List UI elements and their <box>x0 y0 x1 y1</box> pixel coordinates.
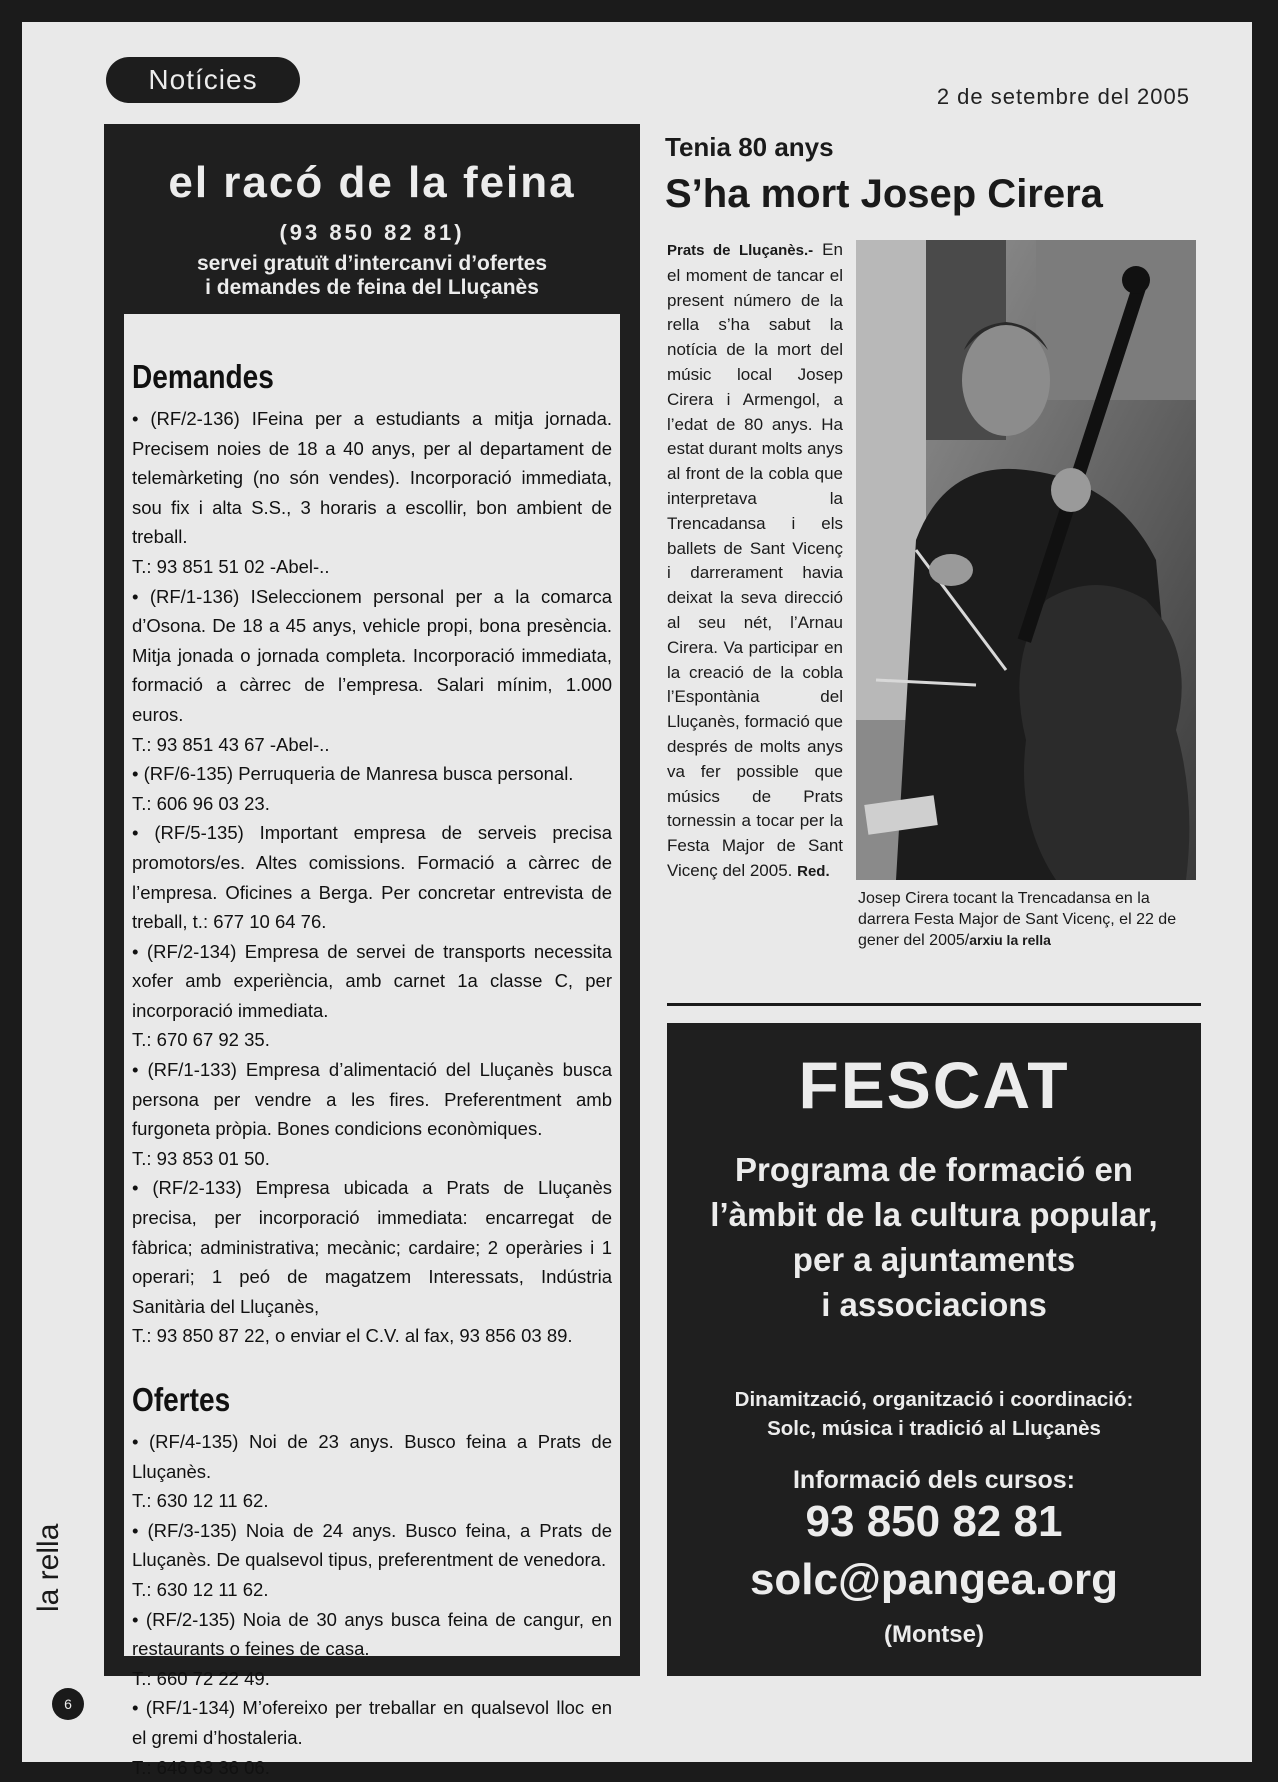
ad-organizer-line: Solc, música i tradició al Lluçanès <box>767 1417 1101 1440</box>
job-listing-text: • (RF/2-134) Empresa de servei de transports necessita xofer amb experiència, amb carnet 1a classe C, per incorporació immediata. <box>132 940 612 1021</box>
job-listing-text: • (RF/1-136) ISeleccionem personal per a la comarca d’Osona. De 18 a 45 anys, vehicle propi, bona presència. Mitja jonada o jornada completa. Incorporació immediata, formació a càrrec de l’empresa. Salari mínim, 1.000 euros. <box>132 585 612 725</box>
demandes-heading: Demandes <box>132 358 274 395</box>
job-listing-phone: T.: 630 12 11 62. <box>132 1490 269 1512</box>
job-listing <box>132 1605 612 1694</box>
ofertes-heading: Ofertes <box>132 1381 231 1418</box>
ad-program <box>667 1147 1201 1327</box>
job-listing <box>132 1693 612 1782</box>
job-board-subtitle-line: i demandes de feina del Lluçanès <box>205 276 539 299</box>
job-listings <box>124 314 620 1778</box>
photo-credit: arxiu la rella <box>969 932 1051 948</box>
ad-program-line: l’àmbit de la cultura popular, <box>710 1196 1158 1233</box>
fescat-ad <box>667 1023 1201 1676</box>
job-listing <box>132 759 612 818</box>
ad-program-line: i associacions <box>821 1286 1047 1323</box>
ad-phone: 93 850 82 81 <box>805 1497 1063 1546</box>
job-listing <box>132 937 612 1055</box>
job-listing-text: • (RF/2-136) IFeina per a estudiants a mitja jornada. Precisem noies de 18 a 40 anys, per al departament de telemàrketing (no són vendes). Incorporació immediata, sou fix i alta S.S., 3 horaris a escollir, bon ambient de treball. <box>132 408 612 548</box>
ad-contact-person: (Montse) <box>884 1621 984 1648</box>
job-listing-phone: T.: 93 851 43 67 -Abel-.. <box>132 733 330 755</box>
job-listing <box>132 1055 612 1173</box>
ad-info-label: Informació dels cursos: <box>792 1466 1076 1494</box>
article-kicker: Tenia 80 anys <box>665 132 834 162</box>
job-listing-text: • (RF/4-135) Noi de 23 anys. Busco feina a Prats de Lluçanès. <box>132 1431 612 1482</box>
job-listing-text: • (RF/1-134) M’ofereixo per treballar en qualsevol lloc en el gremi d’hostaleria. <box>132 1697 612 1748</box>
issue-date: 2 de setembre del 2005 <box>936 84 1190 109</box>
job-board-subtitle <box>104 252 640 300</box>
job-listing-phone: T.: 93 853 01 50. <box>132 1147 270 1169</box>
job-listing-text: • (RF/2-133) Empresa ubicada a Prats de Lluçanès precisa, per incorporació immediata: encarregat de fàbrica; administrativa; mecànic; cardaire; 2 operàries i 1 operari; 1 peó de magatzem Interessats, Indústria Sanitària del Lluçanès, <box>132 1177 612 1317</box>
photo-caption <box>858 888 1198 951</box>
publication-brand: la rella <box>32 1523 65 1612</box>
job-listing-text: • (RF/6-135) Perruqueria de Manresa busca personal. <box>132 763 574 785</box>
job-listing <box>132 1427 612 1516</box>
job-listing-text: • (RF/5-135) Important empresa de serveis precisa promotors/es. Altes comissions. Formació a càrrec de l’empresa. Oficines a Berga. Per concretar entrevista de treball, t.: 677 10 64 76. <box>132 822 612 933</box>
job-listing-text: • (RF/2-135) Noia de 30 anys busca feina de cangur, en restaurants o feines de casa. <box>132 1608 612 1660</box>
ad-email: solc@pangea.org <box>749 1555 1119 1604</box>
ad-organizer <box>667 1385 1201 1443</box>
article-body <box>667 238 843 885</box>
musician-photo <box>856 240 1196 880</box>
section-label: Notícies <box>106 57 300 103</box>
ad-program-line: Programa de formació en <box>735 1151 1133 1188</box>
ad-organizer-line: Dinamització, organització i coordinació: <box>734 1388 1134 1411</box>
job-listing-phone: T.: 646 63 36 06. <box>132 1756 270 1778</box>
job-listing-text: • (RF/1-133) Empresa d’alimentació del Lluçanès busca persona per vendre a les fires. Preferentment amb furgoneta pròpia. Bones condicions econòmiques. <box>132 1059 612 1140</box>
job-listing <box>132 582 612 760</box>
musician-photo-illustration <box>856 240 1196 880</box>
job-listing <box>132 818 612 936</box>
article-headline: S’ha mort Josep Cirera <box>665 172 1103 216</box>
job-listing-phone: T.: 670 67 92 35. <box>132 1029 270 1051</box>
job-listing-text: • (RF/3-135) Noia de 24 anys. Busco feina, a Prats de Lluçanès. De qualsevol tipus, preferentment de venedora. <box>132 1519 612 1571</box>
job-listing <box>132 1173 612 1351</box>
page-number: 6 <box>52 1688 84 1720</box>
job-listing <box>132 1516 612 1605</box>
job-board-subtitle-line: servei gratuït d’intercanvi d’ofertes <box>196 252 548 275</box>
job-listing-phone: T.: 93 851 51 02 -Abel-.. <box>132 555 330 577</box>
job-board-phone: (93 850 82 81) <box>279 220 465 245</box>
job-listing-phone: T.: 660 72 22 49. <box>132 1667 270 1689</box>
article-dateline: Prats de Lluçanès.- <box>667 242 814 259</box>
section-divider <box>667 1003 1201 1006</box>
photo-caption-text: Josep Cirera tocant la Trencadansa en la darrera Festa Major de Sant Vicenç, el 22 de gener del 2005/ <box>858 890 1177 949</box>
article-signature: Red. <box>797 862 830 880</box>
job-listing-phone: T.: 93 850 87 22, o enviar el C.V. al fax, 93 856 03 89. <box>132 1325 573 1347</box>
job-listing-phone: T.: 606 96 03 23. <box>132 792 270 814</box>
newspaper-page <box>22 22 1252 1778</box>
job-board-title: el racó de la feina <box>168 158 576 207</box>
job-listing-phone: T.: 630 12 11 62. <box>132 1578 269 1600</box>
job-board <box>104 124 640 1778</box>
job-listing <box>132 404 612 582</box>
ad-program-line: per a ajuntaments <box>792 1241 1076 1278</box>
article-body-text: En el moment de tancar el present número de la rella s’ha sabut la notícia de la mort del músic local Josep Cirera i Armengol, a l’edat de 80 anys. Ha estat durant molts anys al front de la cobla que interpretava la Trencadansa i els ballets de Sant Vicenç i darrerament havia deixat la seva direcció al seu nét, l’Arnau Cirera. Va participar en la creació de la cobla l’Espontània del Lluçanès, formació que després de molts anys va fer possible que músics de Prats tornessin a tocar per la Festa Major de Sant Vicenç del 2005. <box>667 240 843 880</box>
ad-title: FESCAT <box>798 1048 1070 1122</box>
